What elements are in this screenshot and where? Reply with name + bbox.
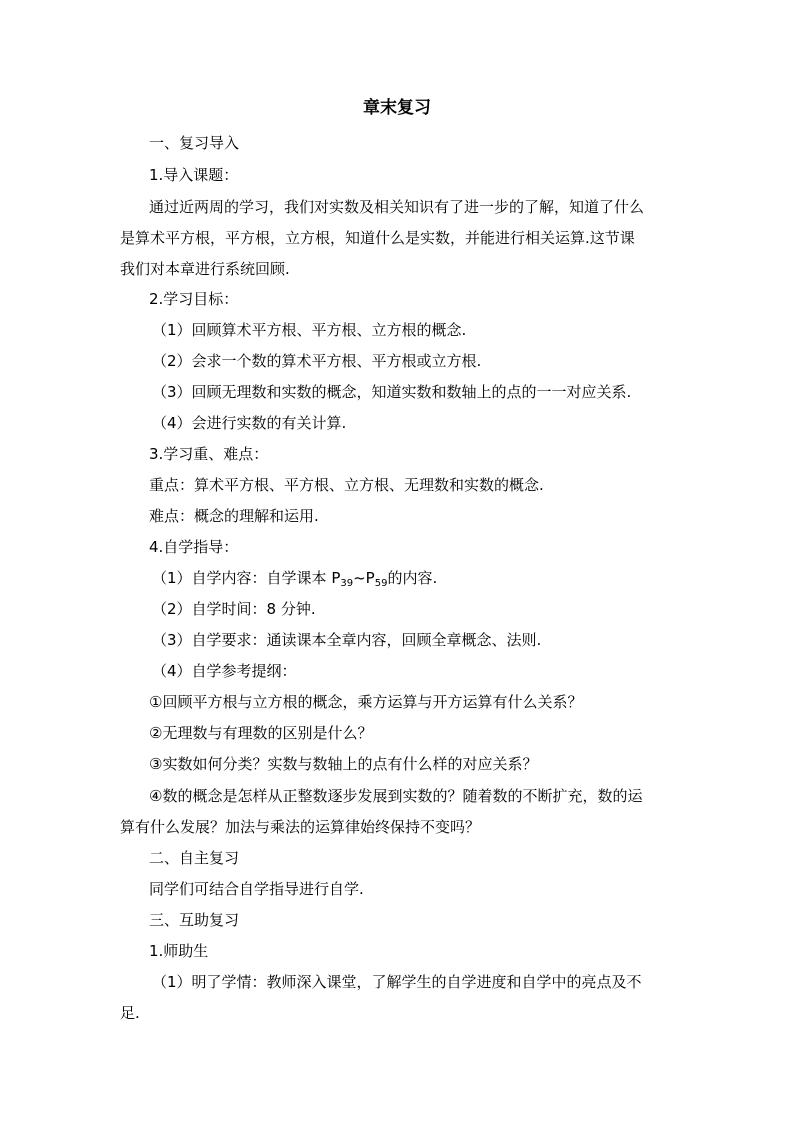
key-point-text: 重点：算术平方根、平方根、立方根、无理数和实数的概念. [149,476,544,494]
list-item-teacher-1-line-2: 足. [120,1004,140,1022]
paragraph-line: 我们对本章进行系统回顾. [120,260,290,278]
page-subscript-end: 59 [374,578,388,589]
outline-question-1: ①回顾平方根与立方根的概念，乘方运算与开方运算有什么关系？ [149,693,583,711]
outline-question-3: ③实数如何分类？实数与数轴上的点有什么样的对应关系？ [149,755,538,773]
section-heading-review-intro: 一、复习导入 [149,134,240,152]
subheading-intro-topic: 1.导入课题： [149,166,239,184]
list-item-goal-1: （1）回顾算术平方根、平方根、立方根的概念. [152,321,467,339]
section-heading-mutual-review: 三、互助复习 [149,911,240,929]
list-item-guide-3: （3）自学要求：通读课本全章内容，回顾全章概念、法则. [152,631,542,649]
page-subscript-start: 39 [340,578,354,589]
section-heading-self-review: 二、自主复习 [149,849,240,867]
paragraph-line: 是算术平方根，平方根，立方根，知道什么是实数，并能进行相关运算.这节课 [120,229,635,247]
list-item-guide-4: （4）自学参考提纲： [152,662,297,680]
self-review-text: 同学们可结合自学指导进行自学. [149,880,364,898]
outline-question-2: ②无理数与有理数的区别是什么？ [149,724,373,742]
list-item-goal-4: （4）会进行实数的有关计算. [152,414,347,432]
list-item-guide-2: （2）自学时间：8 分钟. [152,600,316,618]
page-title: 章末复习 [363,98,431,118]
list-item-goal-3: （3）回顾无理数和实数的概念，知道实数和数轴上的点的一一对应关系. [152,383,632,401]
list-item-guide-1 [152,567,437,589]
subheading-key-points: 3.学习重、难点： [149,445,269,463]
list-item-goal-2: （2）会求一个数的算术平方根、平方根或立方根. [152,352,482,370]
guide-1-prefix: （1）自学内容：自学课本 P [152,569,341,587]
subheading-learning-goals: 2.学习目标： [149,290,239,308]
paragraph-line: 通过近两周的学习，我们对实数及相关知识有了进一步的了解，知道了什么 [149,198,645,216]
list-item-teacher-1-line-1: （1）明了学情：教师深入课堂，了解学生的自学进度和自学中的亮点及不 [152,973,642,991]
subheading-teacher-helps-student: 1.师助生 [149,942,209,960]
guide-1-suffix: 的内容. [387,569,438,587]
difficult-point-text: 难点：概念的理解和运用. [149,507,319,525]
outline-question-4-line-1: ④数的概念是怎样从正整数逐步发展到实数的？随着数的不断扩充，数的运 [149,787,643,805]
subheading-self-study-guide: 4.自学指导： [149,538,239,556]
guide-1-mid: ~P [353,569,375,587]
outline-question-4-line-2: 算有什么发展？加法与乘法的运算律始终保持不变吗？ [120,818,481,836]
